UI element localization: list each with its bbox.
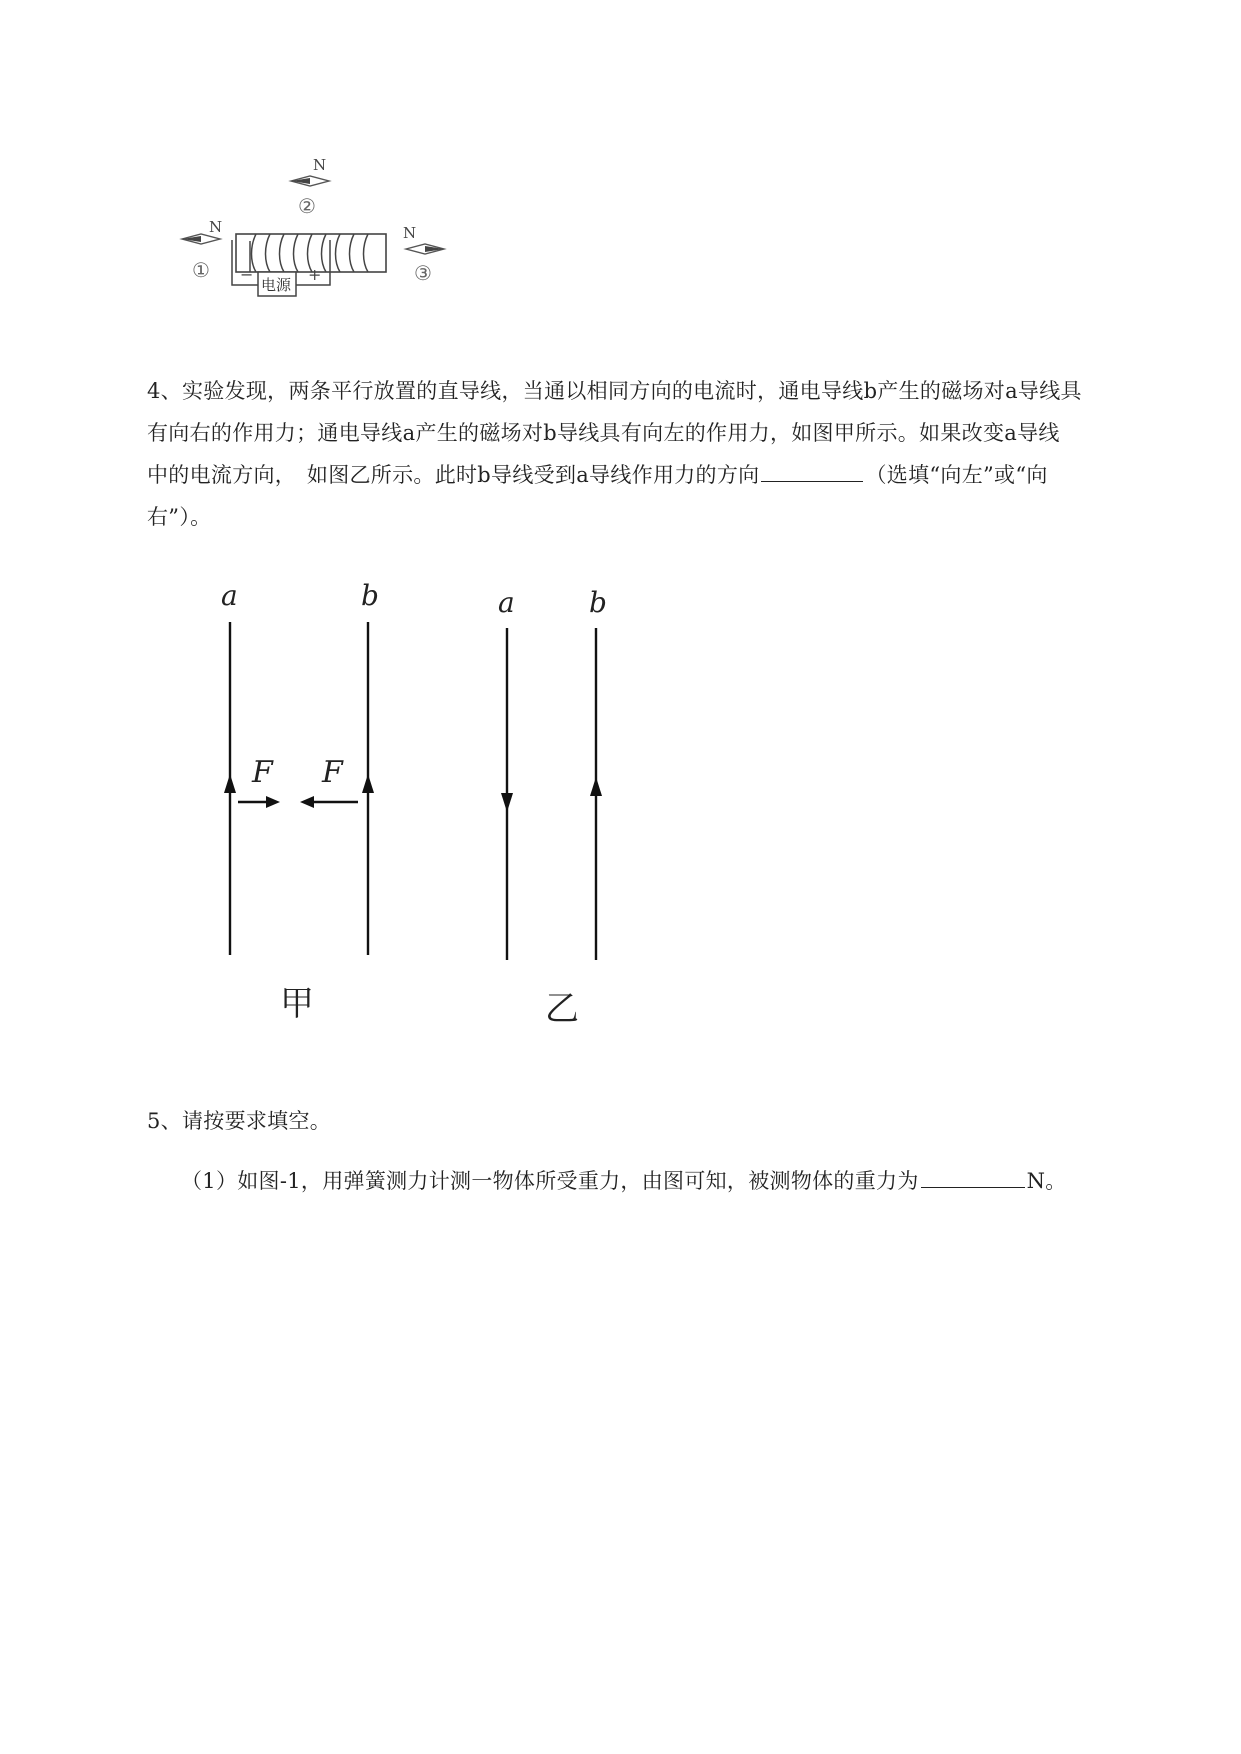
- question-5-sub-1-text: （1）如图-1，用弹簧测力计测一物体所受重力，由图可知，被测物体的重力为: [181, 1169, 919, 1193]
- question-4-line-1: [147, 370, 1162, 412]
- plus-terminal: +: [308, 265, 322, 284]
- wire-b-label-jia: b: [361, 580, 379, 612]
- compass-2-n-label: N: [313, 156, 327, 174]
- solenoid-figure: [170, 150, 470, 340]
- minus-terminal: −: [240, 265, 254, 284]
- current-arrow-up-b-yi: [590, 777, 602, 796]
- question-4-number: 4、: [147, 379, 182, 403]
- compass-3-n-label: N: [403, 224, 417, 242]
- question-4: [147, 370, 1162, 538]
- current-arrow-up-b-jia: [362, 774, 374, 793]
- question-4-line-3: [147, 454, 1162, 496]
- compass-1-n-label: N: [209, 218, 223, 236]
- question-4-text-3b: （选填“向左”或“向: [865, 463, 1048, 487]
- question-5: [147, 1100, 1162, 1142]
- question-4-line-4: 右”）。: [147, 505, 212, 529]
- wire-a-label-jia: a: [221, 580, 238, 612]
- answer-blank-weight[interactable]: [921, 1165, 1025, 1188]
- figure-caption-jia: 甲: [280, 984, 314, 1024]
- figure-caption-yi: 乙: [545, 989, 579, 1029]
- compass-needle-3: [406, 244, 444, 254]
- question-5-title-line: [147, 1100, 1162, 1142]
- question-4-text-3: 中的电流方向， 如图乙所示。此时b导线受到a导线作用力的方向: [147, 463, 760, 487]
- force-label-right: F: [322, 755, 343, 790]
- question-4-text-1: 实验发现，两条平行放置的直导线，当通以相同方向的电流时，通电导线b产生的磁场对a导线具: [181, 379, 1082, 403]
- question-5-sub-1: [181, 1160, 1171, 1202]
- current-arrow-down-a-yi: [501, 793, 513, 812]
- compass-1-number: ①: [192, 258, 210, 282]
- compass-2-number: ②: [298, 194, 316, 218]
- question-5-number: 5、: [147, 1109, 182, 1133]
- compass-needle-2: [291, 176, 329, 186]
- current-arrow-up-a-jia: [224, 774, 236, 793]
- wire-a-label-yi: a: [498, 586, 515, 619]
- power-source-label: 电源: [261, 276, 292, 294]
- answer-blank-direction[interactable]: [761, 459, 863, 482]
- force-arrow-left: [300, 796, 358, 808]
- wire-b-label-yi: b: [589, 586, 607, 619]
- force-arrow-right: [238, 796, 280, 808]
- force-label-left: F: [252, 755, 273, 790]
- question-4-line-2: 有向右的作用力；通电导线a产生的磁场对b导线具有向左的作用力，如图甲所示。如果改变a导线: [147, 421, 1060, 445]
- question-5-title: 请按要求填空。: [181, 1109, 332, 1133]
- parallel-wires-figure: [200, 580, 660, 1040]
- compass-3-number: ③: [414, 261, 432, 285]
- question-5-unit: N。: [1026, 1169, 1067, 1193]
